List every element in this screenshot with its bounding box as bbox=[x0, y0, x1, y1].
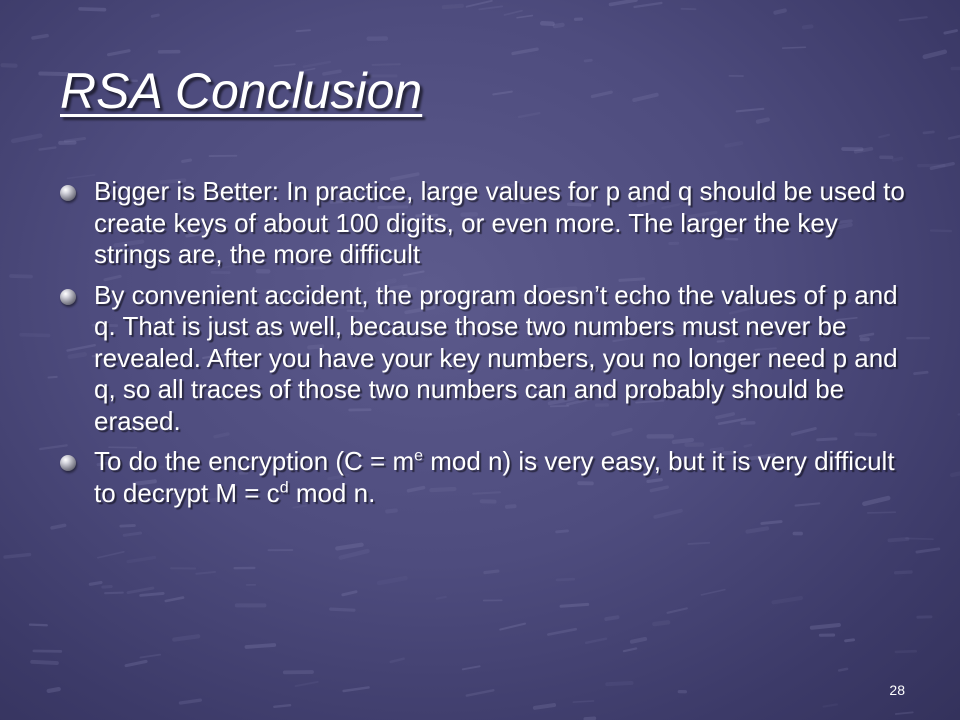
texture-dash bbox=[13, 136, 40, 141]
texture-dash bbox=[11, 276, 31, 277]
texture-dash bbox=[804, 26, 811, 27]
texture-dash bbox=[931, 230, 951, 231]
texture-dash bbox=[331, 609, 354, 610]
texture-dash bbox=[945, 31, 957, 33]
texture-dash bbox=[166, 598, 183, 601]
slide-number: 28 bbox=[889, 682, 905, 698]
texture-dash bbox=[467, 1, 492, 7]
texture-dash bbox=[889, 539, 907, 540]
texture-dash bbox=[52, 525, 65, 528]
texture-dash bbox=[49, 689, 59, 691]
texture-dash bbox=[896, 712, 913, 714]
texture-dash bbox=[126, 661, 146, 665]
texture-dash bbox=[109, 51, 130, 55]
bullet-text-formula bbox=[94, 446, 910, 509]
texture-dash bbox=[557, 531, 568, 532]
texture-dash bbox=[915, 372, 927, 373]
texture-dash bbox=[535, 705, 554, 708]
texture-dash bbox=[105, 593, 123, 594]
texture-dash bbox=[592, 92, 611, 96]
bullet-text: Bigger is Better: In practice, large values for p and q should be used to create keys of about 100 digits, or even more. The larger the key strings are, the more difficult bbox=[94, 176, 905, 269]
sphere-bullet-icon bbox=[60, 185, 76, 201]
texture-dash bbox=[635, 3, 662, 7]
texture-dash bbox=[747, 528, 767, 531]
texture-dash bbox=[585, 60, 591, 61]
texture-dash bbox=[900, 17, 927, 20]
texture-dash bbox=[343, 592, 356, 595]
texture-dash bbox=[812, 625, 839, 628]
texture-dash bbox=[40, 147, 56, 149]
texture-dash bbox=[337, 545, 361, 549]
texture-dash bbox=[573, 701, 593, 702]
texture-dash bbox=[917, 549, 939, 552]
texture-dash bbox=[174, 636, 198, 639]
texture-dash bbox=[500, 624, 525, 630]
formula-text: mod n. bbox=[288, 477, 376, 508]
texture-dash bbox=[896, 651, 916, 652]
texture-dash bbox=[952, 470, 960, 475]
texture-dash bbox=[561, 604, 588, 606]
texture-dash bbox=[183, 160, 191, 161]
texture-dash bbox=[152, 15, 158, 16]
texture-dash bbox=[493, 92, 511, 95]
texture-dash bbox=[391, 659, 404, 662]
texture-dash bbox=[586, 639, 606, 643]
texture-dash bbox=[274, 705, 290, 707]
texture-dash bbox=[624, 648, 636, 651]
texture-dash bbox=[128, 588, 153, 593]
texture-dash bbox=[21, 335, 48, 336]
texture-dash bbox=[33, 36, 47, 38]
texture-dash bbox=[726, 143, 741, 146]
texture-dash bbox=[894, 158, 902, 160]
texture-dash bbox=[141, 593, 164, 595]
bullet-item bbox=[60, 280, 910, 438]
texture-dash bbox=[906, 538, 933, 539]
texture-dash bbox=[80, 9, 104, 10]
sphere-bullet-icon bbox=[60, 289, 76, 305]
texture-dash bbox=[463, 666, 480, 669]
texture-dash bbox=[485, 571, 498, 572]
texture-dash bbox=[344, 687, 369, 691]
texture-dash bbox=[606, 617, 617, 619]
texture-dash bbox=[585, 718, 594, 719]
texture-dash bbox=[896, 572, 911, 573]
texture-dash bbox=[513, 49, 537, 53]
texture-dash bbox=[634, 95, 656, 100]
texture-dash bbox=[49, 377, 57, 378]
texture-dash bbox=[737, 109, 764, 112]
exponent-e: e bbox=[414, 447, 424, 465]
texture-dash bbox=[607, 683, 631, 684]
texture-dash bbox=[297, 30, 310, 31]
formula-text: mod n) is very easy, but it is very difficult to decrypt M = c bbox=[94, 446, 895, 508]
texture-dash bbox=[519, 113, 539, 117]
formula-text: To do the encryption (C = m bbox=[94, 446, 415, 476]
texture-dash bbox=[479, 6, 502, 9]
texture-dash bbox=[668, 608, 687, 612]
texture-dash bbox=[517, 16, 532, 18]
bullet-item bbox=[60, 446, 910, 509]
texture-dash bbox=[701, 590, 724, 595]
texture-dash bbox=[632, 639, 645, 642]
texture-dash bbox=[246, 645, 274, 647]
texture-dash bbox=[504, 11, 521, 15]
texture-dash bbox=[846, 640, 854, 641]
texture-dash bbox=[557, 579, 574, 580]
texture-dash bbox=[98, 552, 124, 558]
sphere-bullet-icon bbox=[60, 455, 76, 471]
exponent-d: d bbox=[279, 478, 289, 496]
texture-dash bbox=[32, 662, 57, 663]
bullet-text: By convenient accident, the program doesn’t echo the values of p and q. That is just as well, because those two numbers must never be revealed. After you have your key numbers, you no longer need p and q, so all traces of those two numbers can and probably should be erased. bbox=[94, 279, 898, 436]
texture-dash bbox=[774, 598, 801, 602]
texture-dash bbox=[555, 25, 563, 26]
texture-dash bbox=[437, 597, 446, 599]
texture-dash bbox=[775, 10, 784, 12]
texture-dash bbox=[124, 533, 140, 535]
texture-dash bbox=[783, 47, 806, 48]
bullet-item bbox=[60, 176, 910, 271]
texture-dash bbox=[949, 133, 960, 139]
texture-dash bbox=[762, 522, 781, 524]
bullet-list bbox=[60, 176, 910, 518]
texture-dash bbox=[444, 6, 462, 7]
texture-dash bbox=[839, 669, 847, 671]
texture-dash bbox=[30, 625, 47, 626]
slide-title: RSA Conclusion bbox=[60, 63, 423, 119]
texture-dash bbox=[879, 135, 889, 137]
texture-dash bbox=[379, 578, 406, 583]
texture-dash bbox=[180, 700, 200, 703]
texture-dash bbox=[296, 682, 318, 686]
texture-dash bbox=[341, 551, 368, 558]
texture-dash bbox=[824, 704, 837, 706]
texture-dash bbox=[121, 525, 135, 526]
texture-dash bbox=[654, 622, 668, 624]
texture-dash bbox=[128, 558, 154, 562]
texture-dash bbox=[610, 0, 636, 4]
texture-dash bbox=[196, 572, 215, 574]
texture-dash bbox=[103, 586, 111, 587]
texture-dash bbox=[548, 629, 575, 634]
texture-dash bbox=[467, 690, 493, 695]
texture-dash bbox=[5, 555, 30, 557]
texture-dash bbox=[925, 52, 945, 57]
texture-dash bbox=[140, 655, 160, 658]
texture-dash bbox=[758, 120, 768, 122]
texture-dash bbox=[924, 132, 933, 133]
texture-dash bbox=[90, 582, 101, 584]
texture-dash bbox=[688, 543, 709, 544]
